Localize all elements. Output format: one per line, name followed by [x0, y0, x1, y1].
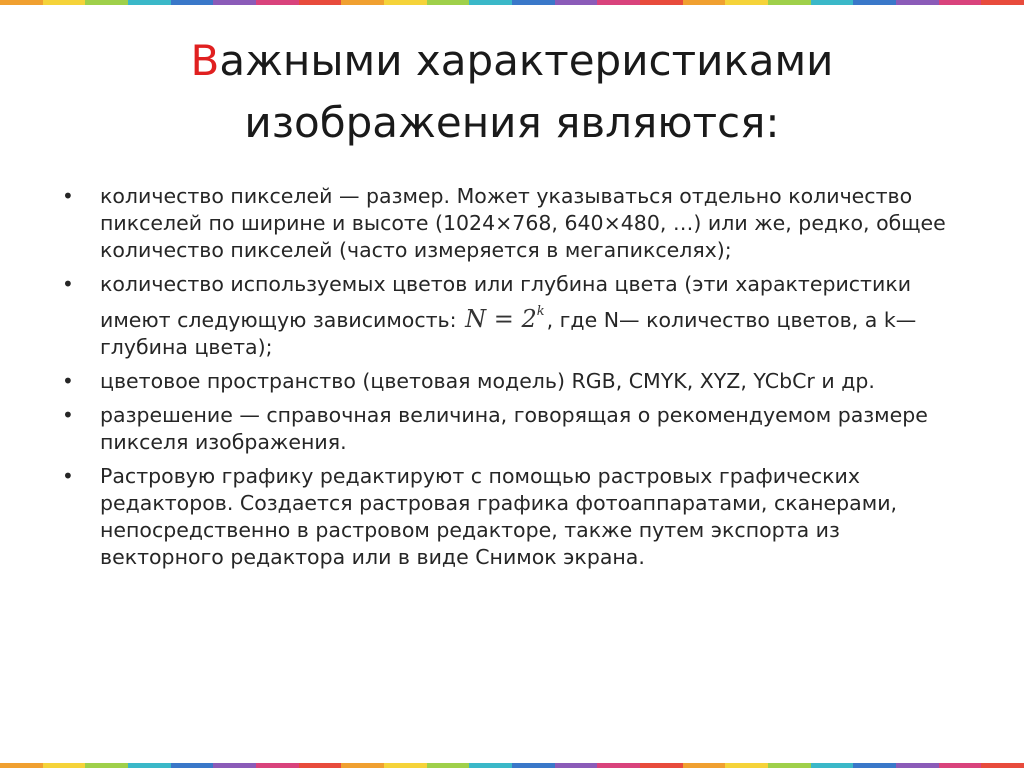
stripe-segment	[981, 763, 1024, 768]
stripe-segment	[768, 0, 811, 5]
list-item	[62, 463, 962, 571]
stripe-segment	[299, 0, 342, 5]
stripe-segment	[128, 763, 171, 768]
list-item	[62, 402, 962, 456]
stripe-segment	[171, 0, 214, 5]
stripe-segment	[256, 0, 299, 5]
stripe-segment	[597, 0, 640, 5]
stripe-segment	[597, 763, 640, 768]
stripe-segment	[299, 763, 342, 768]
stripe-segment	[981, 0, 1024, 5]
bullet-text: Растровую графику редактируют с помощью растровых графических редакторов. Создается растровая графика фотоаппаратами, сканерами, непосредственно в растровом редакторе, также путем экспорта из векторного редактора или в виде Снимок экрана.	[100, 464, 898, 569]
stripe-segment	[469, 0, 512, 5]
stripe-segment	[341, 0, 384, 5]
stripe-segment	[683, 763, 726, 768]
stripe-segment	[85, 0, 128, 5]
stripe-segment	[171, 763, 214, 768]
stripe-segment	[427, 0, 470, 5]
stripe-segment	[853, 0, 896, 5]
stripe-segment	[939, 763, 982, 768]
list-item	[62, 183, 962, 264]
list-item	[62, 271, 962, 361]
stripe-segment	[555, 763, 598, 768]
stripe-segment	[896, 0, 939, 5]
stripe-segment	[128, 0, 171, 5]
title-line2: изображения являются:	[244, 98, 780, 147]
bullet-icon: •	[62, 403, 74, 427]
stripe-segment	[811, 763, 854, 768]
bullet-icon: •	[62, 369, 74, 393]
stripe-segment	[640, 0, 683, 5]
stripe-segment	[213, 0, 256, 5]
formula-image	[465, 298, 545, 333]
bullet-text-continued: , где N— количество цветов, а k— глубина цвета);	[100, 308, 917, 359]
stripe-segment	[512, 763, 555, 768]
bullet-text: цветовое пространство (цветовая модель) RGB, CMYK, XYZ, YCbCr и др.	[100, 369, 875, 393]
bullet-list	[62, 183, 962, 578]
stripe-segment	[512, 0, 555, 5]
formula-base: N = 2	[465, 305, 537, 333]
stripe-segment	[427, 763, 470, 768]
stripe-segment	[213, 763, 256, 768]
stripe-segment	[896, 763, 939, 768]
bullet-text: разрешение — справочная величина, говорящая о рекомендуемом размере пикселя изображения.	[100, 403, 928, 454]
bullet-icon: •	[62, 272, 74, 296]
stripe-segment	[853, 763, 896, 768]
stripe-segment	[469, 763, 512, 768]
bullet-icon: •	[62, 464, 74, 488]
stripe-segment	[555, 0, 598, 5]
stripe-segment	[768, 763, 811, 768]
title-first-letter: В	[190, 36, 220, 85]
bottom-color-stripe	[0, 763, 1024, 768]
stripe-segment	[256, 763, 299, 768]
stripe-segment	[939, 0, 982, 5]
bullet-icon: •	[62, 184, 74, 208]
stripe-segment	[341, 763, 384, 768]
list-item	[62, 368, 962, 395]
stripe-segment	[725, 0, 768, 5]
bullet-text: количество пикселей — размер. Может указываться отдельно количество пикселей по ширине и высоте (1024×768, 640×480, …) или же, редко, общее количество пикселей (часто измеряется в мегапикселях);	[100, 184, 946, 262]
bullet-text: количество используемых цветов или глубина цвета (эти характеристики имеют следующую зависимость:	[100, 272, 912, 332]
stripe-segment	[384, 0, 427, 5]
stripe-segment	[811, 0, 854, 5]
top-color-stripe	[0, 0, 1024, 5]
stripe-segment	[683, 0, 726, 5]
slide-title	[60, 30, 964, 154]
stripe-segment	[85, 763, 128, 768]
stripe-segment	[384, 763, 427, 768]
stripe-segment	[0, 763, 43, 768]
stripe-segment	[725, 763, 768, 768]
formula-exponent: k	[536, 304, 545, 319]
stripe-segment	[43, 763, 86, 768]
title-line1-rest: ажными характеристиками	[219, 36, 834, 85]
stripe-segment	[640, 763, 683, 768]
stripe-segment	[0, 0, 43, 5]
stripe-segment	[43, 0, 86, 5]
